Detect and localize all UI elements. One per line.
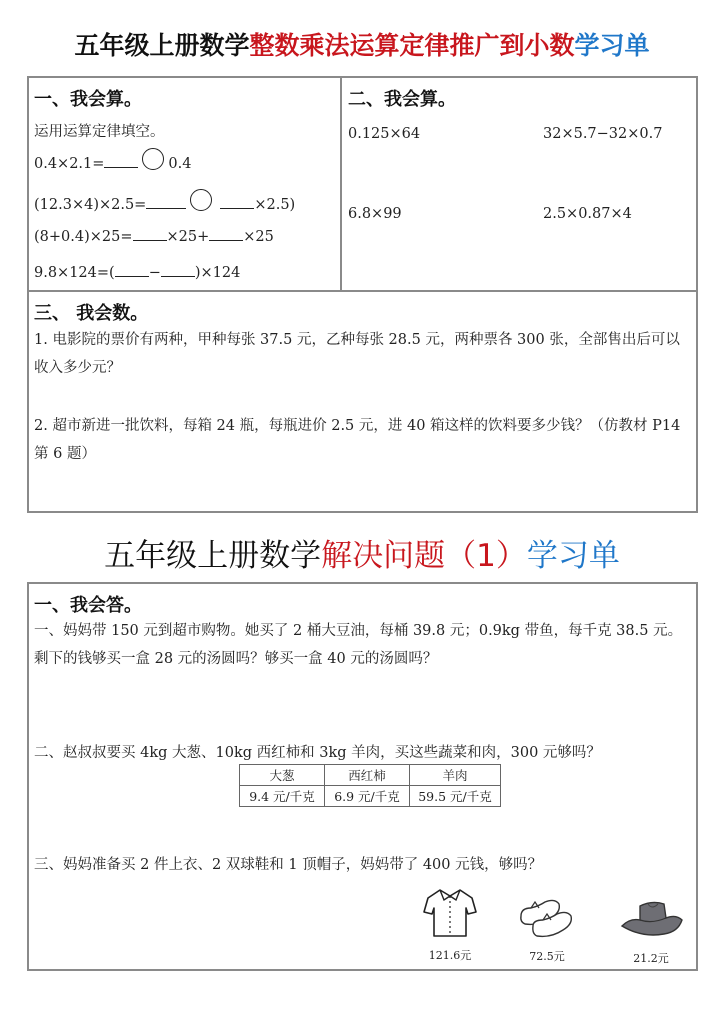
operator-circle[interactable] — [142, 148, 164, 170]
answer-blank[interactable] — [133, 226, 167, 241]
price-tomato: 6.9 元/千克 — [325, 786, 410, 807]
title-topic: 整数乘法运算定律推广到小数 — [249, 31, 575, 60]
calc-expr-1: 0.125×64 — [348, 126, 421, 142]
sheet2-section1-heading: 一、我会答。 — [34, 595, 142, 616]
price-table-value-row — [240, 786, 501, 807]
item-shoes — [512, 896, 582, 964]
section3-heading: 三、 我会数。 — [34, 303, 149, 324]
word-problem-1: 1. 电影院的票价有两种，甲种每张 37.5 元，乙种每张 28.5 元，两种票各 300 张，全部售出后可以收入多少元？ — [34, 332, 680, 376]
section1-heading: 一、我会算。 — [34, 89, 142, 110]
section1-instruction: 运用运算定律填空。 — [34, 124, 165, 140]
item-price: 72.5元 — [529, 950, 565, 963]
item-price: 121.6元 — [428, 949, 472, 962]
calc-expr-3: 6.8×99 — [348, 206, 402, 222]
answer-blank[interactable] — [209, 226, 243, 241]
title-topic: 解决问题（1） — [321, 538, 527, 574]
sheet1-title — [0, 26, 724, 62]
price-scallion: 9.4 元/千克 — [240, 786, 325, 807]
item-shirt — [418, 886, 482, 963]
price-table — [239, 764, 501, 807]
section2-heading: 二、我会算。 — [348, 89, 456, 110]
fill-line-2: (12.3×4)×2.5= ×2.5) — [34, 189, 295, 213]
fill-line-4: 9.8×124=( − )×124 — [34, 262, 240, 281]
answer-blank[interactable] — [115, 262, 149, 277]
operator-circle[interactable] — [190, 189, 212, 211]
hat-icon — [618, 898, 684, 940]
title-suffix: 学习单 — [574, 31, 650, 60]
answer-problem-1: 一、妈妈带 150 元到超市购物。她买了 2 桶大豆油，每桶 39.8 元；0.9kg 带鱼，每千克 38.5 元。剩下的钱够买一盒 28 元的汤圆吗？够买一盒 40 元的汤圆吗？ — [34, 623, 683, 667]
price-mutton: 59.5 元/千克 — [410, 786, 501, 807]
fill-line-1: 0.4×2.1= 0.4 — [34, 148, 191, 172]
answer-blank[interactable] — [146, 194, 186, 209]
calc-expr-2: 32×5.7−32×0.7 — [543, 126, 663, 142]
calc-expr-4: 2.5×0.87×4 — [543, 206, 632, 222]
item-price: 21.2元 — [633, 952, 669, 965]
shirt-icon — [422, 886, 478, 940]
answer-blank[interactable] — [104, 153, 138, 168]
sheet1-column-divider — [340, 76, 342, 292]
title-suffix: 学习单 — [526, 538, 620, 574]
answer-problem-3: 三、妈妈准备买 2 件上衣、2 双球鞋和 1 顶帽子，妈妈带了 400 元钱，够吗？ — [34, 857, 543, 873]
sheet2-title — [0, 530, 724, 575]
header-scallion: 大葱 — [240, 765, 325, 786]
price-table-header-row — [240, 765, 501, 786]
answer-problem-2: 二、赵叔叔要买 4kg 大葱、10kg 西红柿和 3kg 羊肉，买这些蔬菜和肉，300 元够吗？ — [34, 745, 601, 761]
title-prefix: 五年级上册数学 — [74, 31, 250, 60]
item-hat — [616, 898, 686, 966]
fill-line-3: (8+0.4)×25= ×25+ ×25 — [34, 226, 274, 245]
title-prefix: 五年级上册数学 — [104, 538, 322, 574]
answer-blank[interactable] — [220, 194, 254, 209]
header-mutton: 羊肉 — [410, 765, 501, 786]
sheet1-row-divider — [27, 290, 698, 292]
header-tomato: 西红柿 — [325, 765, 410, 786]
shoes-icon — [515, 896, 579, 940]
answer-blank[interactable] — [161, 262, 195, 277]
word-problem-2: 2. 超市新进一批饮料，每箱 24 瓶，每瓶进价 2.5 元，进 40 箱这样的饮料要多少钱？（仿教材 P14 第 6 题） — [34, 418, 681, 462]
